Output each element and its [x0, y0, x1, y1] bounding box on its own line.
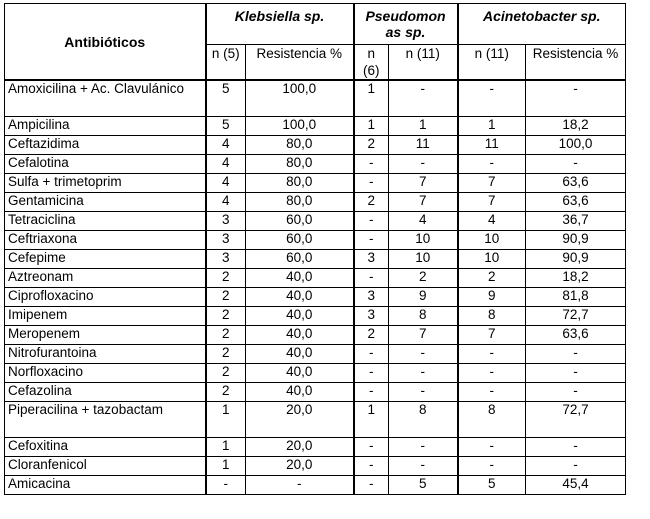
pseudomonas-n-cell: - [354, 212, 389, 231]
table-row [5, 307, 626, 326]
antibiotic-name-cell: Piperacilina + tazobactam [5, 402, 206, 438]
pseudomonas-n-cell: 3 [354, 250, 389, 269]
acinetobacter-n-cell: 8 [458, 307, 526, 326]
klebsiella-n-cell: - [206, 476, 246, 495]
acinetobacter-resistance-cell: - [526, 457, 626, 476]
pseudomonas-n2-cell: - [389, 155, 458, 174]
pseudomonas-n2-cell: - [389, 345, 458, 364]
table-row [5, 117, 626, 136]
antibiotic-name-cell: Cefalotina [5, 155, 206, 174]
klebsiella-resistance-cell: 100,0 [246, 117, 354, 136]
klebsiella-resistance-cell: 20,0 [246, 457, 354, 476]
pseudomonas-n2-cell: - [389, 383, 458, 402]
pseudomonas-n-cell: - [354, 364, 389, 383]
klebsiella-resistance-cell: 40,0 [246, 345, 354, 364]
klebsiella-n-cell: 3 [206, 250, 246, 269]
klebsiella-resistance-cell: 60,0 [246, 231, 354, 250]
pseudomonas-n2-cell: 7 [389, 174, 458, 193]
klebsiella-n-cell: 1 [206, 457, 246, 476]
pseudomonas-n-cell: - [354, 476, 389, 495]
pseudomonas-n2-cell: 9 [389, 288, 458, 307]
pseudomonas-n-cell: 2 [354, 136, 389, 155]
antibiotic-name-cell: Cloranfenicol [5, 457, 206, 476]
acinetobacter-n-cell: - [458, 364, 526, 383]
table-row [5, 402, 626, 438]
acinetobacter-n-cell: - [458, 155, 526, 174]
klebsiella-n-cell: 1 [206, 438, 246, 457]
klebsiella-resistance-cell: 80,0 [246, 136, 354, 155]
acinetobacter-n-cell: 4 [458, 212, 526, 231]
table-row [5, 345, 626, 364]
acinetobacter-n-cell: - [458, 383, 526, 402]
klebsiella-n-cell: 2 [206, 326, 246, 345]
pseudomonas-n-cell: 3 [354, 288, 389, 307]
acinetobacter-n-cell: 7 [458, 326, 526, 345]
klebsiella-resistance-header: Resistencia % [246, 45, 354, 81]
acinetobacter-header: Acinetobacter sp. [458, 4, 626, 45]
pseudomonas-n-cell: - [354, 174, 389, 193]
klebsiella-n-cell: 3 [206, 212, 246, 231]
table-row [5, 288, 626, 307]
antibiotic-resistance-table-container [4, 3, 626, 495]
klebsiella-resistance-cell: 60,0 [246, 250, 354, 269]
acinetobacter-n-cell: 9 [458, 288, 526, 307]
table-row [5, 155, 626, 174]
acinetobacter-n-cell: 2 [458, 269, 526, 288]
table-row [5, 212, 626, 231]
antibiotic-name-cell: Ampicilina [5, 117, 206, 136]
table-row [5, 174, 626, 193]
acinetobacter-resistance-cell: - [526, 80, 626, 117]
pseudomonas-header: Pseudomon as sp. [354, 4, 458, 45]
acinetobacter-resistance-cell: - [526, 364, 626, 383]
pseudomonas-n-cell: - [354, 457, 389, 476]
pseudomonas-n2-cell: - [389, 457, 458, 476]
table-body [5, 80, 626, 495]
klebsiella-resistance-cell: 40,0 [246, 288, 354, 307]
pseudomonas-n2-cell: - [389, 438, 458, 457]
klebsiella-n-cell: 4 [206, 174, 246, 193]
klebsiella-resistance-cell: 40,0 [246, 383, 354, 402]
klebsiella-n-cell: 2 [206, 364, 246, 383]
acinetobacter-resistance-cell: 18,2 [526, 269, 626, 288]
acinetobacter-n-cell: - [458, 80, 526, 117]
pseudomonas-n-cell: 3 [354, 307, 389, 326]
antibiotic-name-cell: Imipenem [5, 307, 206, 326]
klebsiella-resistance-cell: 20,0 [246, 438, 354, 457]
klebsiella-resistance-cell: 100,0 [246, 80, 354, 117]
pseudomonas-n-cell: 2 [354, 326, 389, 345]
antibiotic-name-cell: Sulfa + trimetoprim [5, 174, 206, 193]
pseudomonas-n-cell: - [354, 345, 389, 364]
pseudomonas-n2-cell: 10 [389, 250, 458, 269]
klebsiella-resistance-cell: 80,0 [246, 174, 354, 193]
table-row [5, 231, 626, 250]
klebsiella-resistance-cell: 40,0 [246, 326, 354, 345]
acinetobacter-resistance-cell: - [526, 345, 626, 364]
table-row [5, 457, 626, 476]
table-row [5, 269, 626, 288]
klebsiella-n-cell: 3 [206, 231, 246, 250]
pseudomonas-n2-cell: 10 [389, 231, 458, 250]
pseudomonas-n-cell: - [354, 231, 389, 250]
acinetobacter-resistance-cell: 45,4 [526, 476, 626, 495]
table-row [5, 326, 626, 345]
antibiotic-name-cell: Cefazolina [5, 383, 206, 402]
antibiotic-resistance-table [4, 3, 626, 495]
pseudomonas-n-cell: - [354, 155, 389, 174]
pseudomonas-n2-cell: 2 [389, 269, 458, 288]
klebsiella-n-cell: 2 [206, 269, 246, 288]
pseudomonas-n-cell: - [354, 383, 389, 402]
pseudomonas-n2-cell: - [389, 364, 458, 383]
pseudomonas-n2-cell: 4 [389, 212, 458, 231]
pseudomonas-n-header: n (6) [354, 45, 389, 81]
acinetobacter-resistance-cell: 72,7 [526, 307, 626, 326]
table-row [5, 80, 626, 117]
acinetobacter-resistance-cell: 81,8 [526, 288, 626, 307]
klebsiella-n-cell: 5 [206, 80, 246, 117]
acinetobacter-n-cell: 7 [458, 193, 526, 212]
acinetobacter-resistance-cell: - [526, 155, 626, 174]
klebsiella-n-cell: 2 [206, 345, 246, 364]
klebsiella-n-cell: 5 [206, 117, 246, 136]
antibiotic-name-cell: Cefepime [5, 250, 206, 269]
klebsiella-resistance-cell: 20,0 [246, 402, 354, 438]
table-row [5, 476, 626, 495]
antibiotic-name-cell: Amoxicilina + Ac. Clavulánico [5, 80, 206, 117]
antibiotic-name-cell: Ceftriaxona [5, 231, 206, 250]
table-row [5, 193, 626, 212]
table-row [5, 383, 626, 402]
klebsiella-n-cell: 2 [206, 307, 246, 326]
acinetobacter-n-cell: 8 [458, 402, 526, 438]
pseudomonas-n2-cell: 8 [389, 402, 458, 438]
klebsiella-n-cell: 1 [206, 402, 246, 438]
header-row-groups [5, 4, 626, 45]
acinetobacter-resistance-cell: - [526, 383, 626, 402]
acinetobacter-resistance-cell: 90,9 [526, 231, 626, 250]
acinetobacter-n-cell: - [458, 345, 526, 364]
pseudomonas-n-cell: 1 [354, 402, 389, 438]
klebsiella-resistance-cell: 40,0 [246, 269, 354, 288]
acinetobacter-resistance-cell: 72,7 [526, 402, 626, 438]
antibiotic-name-cell: Cefoxitina [5, 438, 206, 457]
acinetobacter-n-cell: - [458, 438, 526, 457]
pseudomonas-n-cell: 1 [354, 117, 389, 136]
klebsiella-n-cell: 4 [206, 193, 246, 212]
table-row [5, 364, 626, 383]
acinetobacter-n-header: n (11) [458, 45, 526, 81]
acinetobacter-n-cell: 5 [458, 476, 526, 495]
klebsiella-header: Klebsiella sp. [206, 4, 354, 45]
klebsiella-resistance-cell: 40,0 [246, 307, 354, 326]
acinetobacter-resistance-header: Resistencia % [526, 45, 626, 81]
acinetobacter-resistance-cell: 100,0 [526, 136, 626, 155]
acinetobacter-resistance-cell: 63,6 [526, 193, 626, 212]
klebsiella-n-cell: 2 [206, 383, 246, 402]
acinetobacter-resistance-cell: 18,2 [526, 117, 626, 136]
table-row [5, 438, 626, 457]
pseudomonas-n-cell: 2 [354, 193, 389, 212]
klebsiella-n-header: n (5) [206, 45, 246, 81]
antibiotic-name-cell: Aztreonam [5, 269, 206, 288]
pseudomonas-n2-cell: 8 [389, 307, 458, 326]
pseudomonas-n-cell: 1 [354, 80, 389, 117]
pseudomonas-n-cell: - [354, 269, 389, 288]
klebsiella-resistance-cell: - [246, 476, 354, 495]
antibiotic-name-cell: Gentamicina [5, 193, 206, 212]
antibiotic-name-cell: Amicacina [5, 476, 206, 495]
antibiotic-name-cell: Tetraciclina [5, 212, 206, 231]
acinetobacter-resistance-cell: 90,9 [526, 250, 626, 269]
table-row [5, 136, 626, 155]
antibiotic-name-cell: Norfloxacino [5, 364, 206, 383]
acinetobacter-n-cell: 7 [458, 174, 526, 193]
acinetobacter-resistance-cell: 63,6 [526, 174, 626, 193]
antibiotic-name-cell: Ceftazidima [5, 136, 206, 155]
klebsiella-n-cell: 2 [206, 288, 246, 307]
pseudomonas-n-cell: - [354, 438, 389, 457]
acinetobacter-n-cell: 1 [458, 117, 526, 136]
antibiotic-name-cell: Meropenem [5, 326, 206, 345]
acinetobacter-n-cell: 10 [458, 231, 526, 250]
acinetobacter-resistance-cell: 36,7 [526, 212, 626, 231]
acinetobacter-n-cell: 11 [458, 136, 526, 155]
klebsiella-resistance-cell: 60,0 [246, 212, 354, 231]
klebsiella-resistance-cell: 80,0 [246, 193, 354, 212]
klebsiella-n-cell: 4 [206, 136, 246, 155]
acinetobacter-n-cell: - [458, 457, 526, 476]
acinetobacter-resistance-cell: - [526, 438, 626, 457]
antibiotics-header: Antibióticos [5, 4, 206, 81]
klebsiella-resistance-cell: 40,0 [246, 364, 354, 383]
table-row [5, 250, 626, 269]
acinetobacter-resistance-cell: 63,6 [526, 326, 626, 345]
pseudomonas-n2-cell: 5 [389, 476, 458, 495]
pseudomonas-n2-cell: 11 [389, 136, 458, 155]
klebsiella-n-cell: 4 [206, 155, 246, 174]
pseudomonas-n2-cell: 7 [389, 326, 458, 345]
acinetobacter-n-cell: 10 [458, 250, 526, 269]
antibiotic-name-cell: Nitrofurantoina [5, 345, 206, 364]
antibiotic-name-cell: Ciprofloxacino [5, 288, 206, 307]
pseudomonas-n2-cell: - [389, 80, 458, 117]
klebsiella-resistance-cell: 80,0 [246, 155, 354, 174]
pseudomonas-n2-cell: 7 [389, 193, 458, 212]
pseudomonas-n2-header: n (11) [389, 45, 458, 81]
pseudomonas-n2-cell: 1 [389, 117, 458, 136]
